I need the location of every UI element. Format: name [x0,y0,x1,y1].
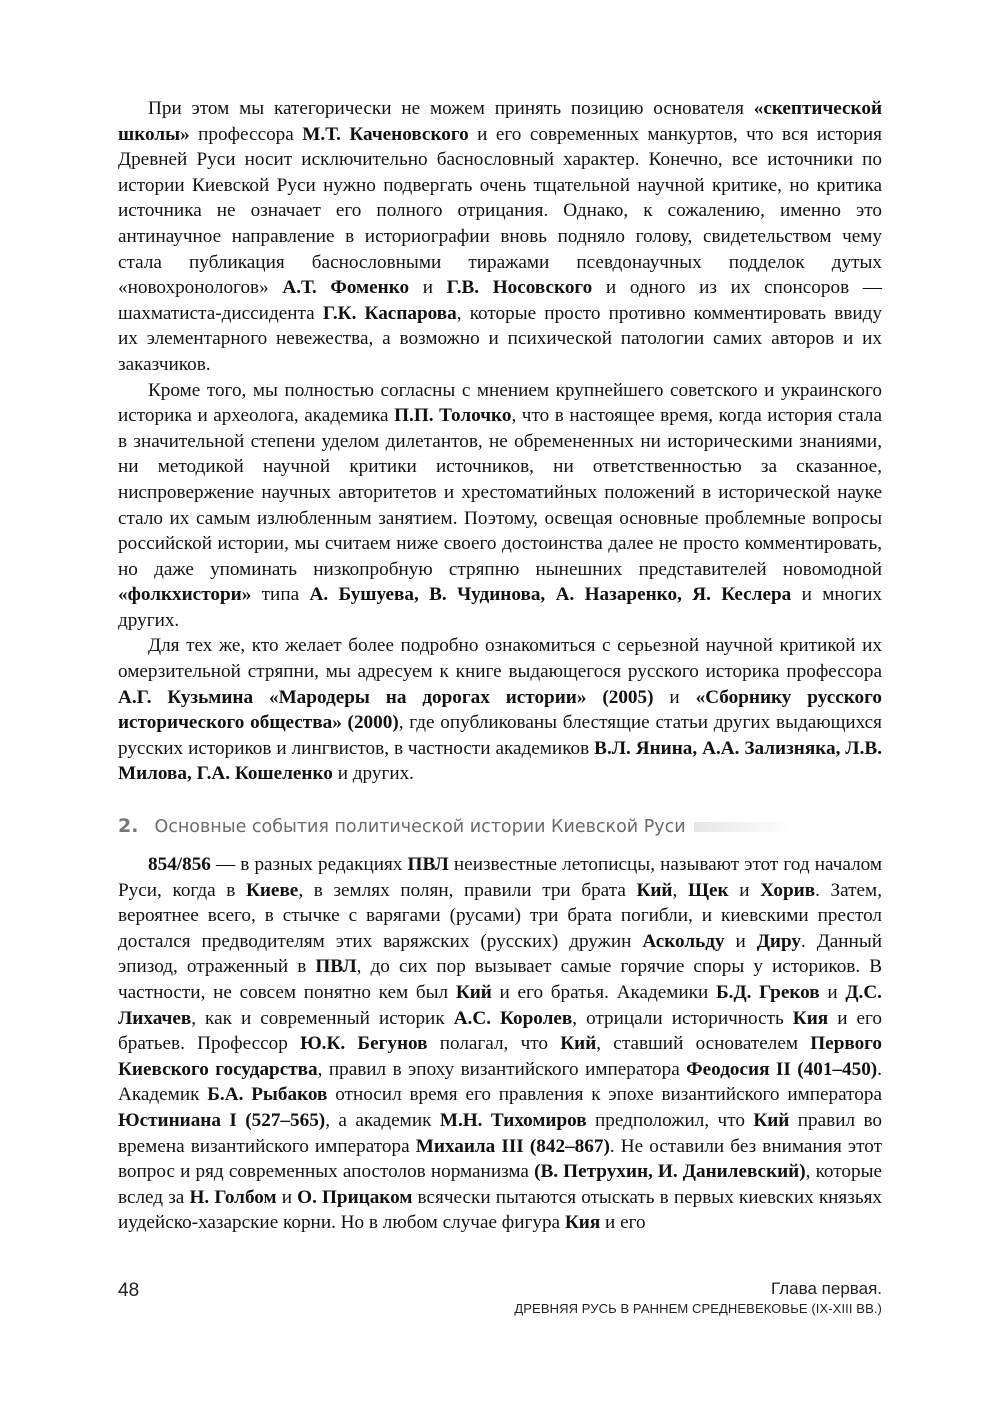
text-run: и его [600,1212,646,1234]
bold-text: Хорив [760,879,816,901]
bold-text: ПВЛ [315,956,357,978]
text-run: типа [251,584,310,606]
text-run: и [653,686,696,708]
text-run: , правил в эпоху византийского императора [317,1058,687,1080]
text-run: , [672,879,688,901]
text-run: , а академик [325,1109,440,1131]
paragraph [118,378,882,634]
text-run: . Затем, вероятнее всего, в стычке с варягами (русами) три брата погибли, и киевскими престол достался предводителям этих варяжских (русских) дружин [118,879,882,952]
chapter-title: ДРЕВНЯЯ РУСЬ В РАННЕМ СРЕДНЕВЕКОВЬЕ (IX-XIII ВВ.) [514,1301,882,1316]
text-run: , которые просто противно комментировать ввиду их элементарного невежества, а возможно и психической патологии самих авторов и их заказчиков. [118,302,883,375]
text-run: и его братья. Академики [491,981,716,1003]
text-run: и [409,277,447,299]
heading-decoration [694,822,794,832]
bold-text: Михаила III (842–867) [415,1135,610,1157]
text-run: , где опубликованы блестящие статьи других выдающихся русских историков и лингвистов, в частности академиков [118,712,882,759]
running-footer [514,1278,882,1318]
bold-text: Ю.К. Бегунов [300,1033,428,1055]
body-text-upper [118,96,882,787]
text-run: и его братьев. Профессор [118,1007,883,1055]
text-run: — в разных редакциях [210,854,408,875]
bold-text: А.Г. Кузьмина «Мародеры на дорогах истории» (2005) [118,686,654,708]
bold-text: «фолкхистори» [118,584,252,606]
text-run: всячески пытаются отыскать в первых киевских князьях иудейско-хазарские корни. Но в любом случае фигура [118,1186,882,1234]
bold-text: Щек [687,879,729,901]
bold-text: «скептической школы» [118,98,882,145]
bold-text: Б.Д. Греков [715,981,820,1003]
text-run: полагал, что [427,1033,561,1055]
bold-text: Кий [455,981,492,1003]
bold-text: Кий [560,1033,597,1055]
bold-text: П.П. Толочко [394,405,512,427]
text-run: , которые вслед за [118,1161,882,1208]
text-run: и [819,981,846,1003]
text-run: Кроме того, мы полностью согласны с мнением крупнейшего советского и украинского историка и археолога, академика [118,379,882,427]
text-run: и [728,879,761,901]
text-run: предположил, что [586,1109,754,1131]
bold-text: А. Бушуева, В. Чудинова, А. Назаренко, Я. Кеслера [309,584,792,606]
text-run: При этом мы категорически не можем принять позицию основателя [148,98,754,119]
bold-text: Диру [756,930,801,952]
bold-text: Аскольду [642,930,725,952]
page-number: 48 [118,1280,140,1301]
paragraph [118,852,882,1236]
section-title: Основные события политической истории Киевской Руси [154,817,686,837]
bold-text: Киеве [245,879,299,901]
text-run: , ставший основателем [596,1033,811,1055]
bold-text: Кия [564,1212,601,1234]
bold-text: М.Т. Каченовского [302,123,469,145]
bold-text: А.Т. Фоменко [282,277,410,299]
bold-text: Б.А. Рыбаков [207,1084,328,1106]
bold-text: Первого Киевского государства [118,1033,883,1080]
text-run: и [724,930,757,952]
text-run: . Не оставили без внимания этот вопрос и ряд современных апостолов норманизма [118,1135,882,1183]
bold-text: (В. Петрухин, И. Данилевский) [534,1161,806,1183]
text-run: , в землях полян, правили три брата [298,879,637,901]
text-run: профессора [189,123,303,145]
bold-text: Д.С. Лихачев [118,981,882,1029]
bold-text: О. Прицаком [297,1186,413,1208]
bold-text: Н. Голбом [189,1186,277,1208]
bold-text: «Сборнику русского исторического общества» (2000) [118,686,882,734]
text-run: правил во времена византийского императора [118,1109,883,1157]
text-run: относил время его правления к эпохе византийского императора [327,1084,882,1106]
bold-text: Феодосия II (401–450) [686,1058,878,1080]
text-run: и многих других. [118,584,882,631]
bold-text: Кия [792,1007,829,1029]
bold-text: ПВЛ [407,854,449,875]
paragraph [118,633,882,787]
bold-text: Г.В. Носовского [446,277,593,299]
text-run: и [276,1186,298,1208]
chapter-label: Глава первая. [771,1279,882,1298]
section-heading [118,815,868,837]
bold-text: Кий [753,1109,790,1131]
paragraph [118,96,882,378]
bold-text: М.Н. Тихомиров [439,1109,587,1131]
bold-text: Юстиниана I (527–565) [118,1109,326,1131]
bold-text: В.Л. Янина, А.А. Зализняка, Л.В. Милова, Г.А. Кошеленко [118,737,882,785]
bold-text: Г.К. Каспарова [322,302,457,324]
text-run: , до сих пор вызывает самые горячие споры у историков. В частности, не совсем понятно кем был [118,956,883,1003]
text-run: , как и современный историк [191,1007,454,1029]
text-run: и его современных манкуртов, что вся история Древней Руси носит исключительно баснословный характер. Конечно, все источники по истории Киевской Руси нужно подвергать очень тщательной научной критике, но критика источника не означает его полного отрицания. Однако, к сожалению, именно это антинаучное направление в историографии вновь подняло голову, свидетельством чему стала публикация баснословными тиражами псевдонаучных подделок дутых «новохронологов» [118,123,882,299]
text-run: Для тех же, кто желает более подробно ознакомиться с серьезной научной критикой их омерзительной стряпни, мы адресуем к книге выдающегося русского историка профессора [118,635,882,683]
section-number: 2. [118,815,139,837]
body-text-lower [118,852,882,1236]
text-run: . Академик [118,1058,882,1106]
text-run: и одного из их спонсоров — шахматиста-диссидента [118,277,882,324]
bold-text: Кий [636,879,673,901]
text-run: , что в настоящее время, когда история стала в значительной степени уделом дилетантов, не обремененных ни историческими знаниями, ни методикой научной критики источников, ни ответственностью за сказанное, ниспровержение научных авторитетов и хрестоматийных положений в исторической науке стало их самым излюбленным занятием. Поэтому, освещая основные проблемные вопросы российской истории, мы считаем ниже своего достоинства далее не просто комментировать, но даже упоминать низкопробную стряпню нынешних представителей новомодной [118,405,882,580]
text-run: , отрицали историчность [572,1007,793,1029]
text-run: . Данный эпизод, отраженный в [118,930,882,978]
bold-text: 854/856 [148,854,211,875]
text-run: неизвестные летописцы, называют этот год началом Руси, когда в [118,854,883,901]
text-run: и других. [332,763,414,785]
bold-text: А.С. Королев [453,1007,573,1029]
